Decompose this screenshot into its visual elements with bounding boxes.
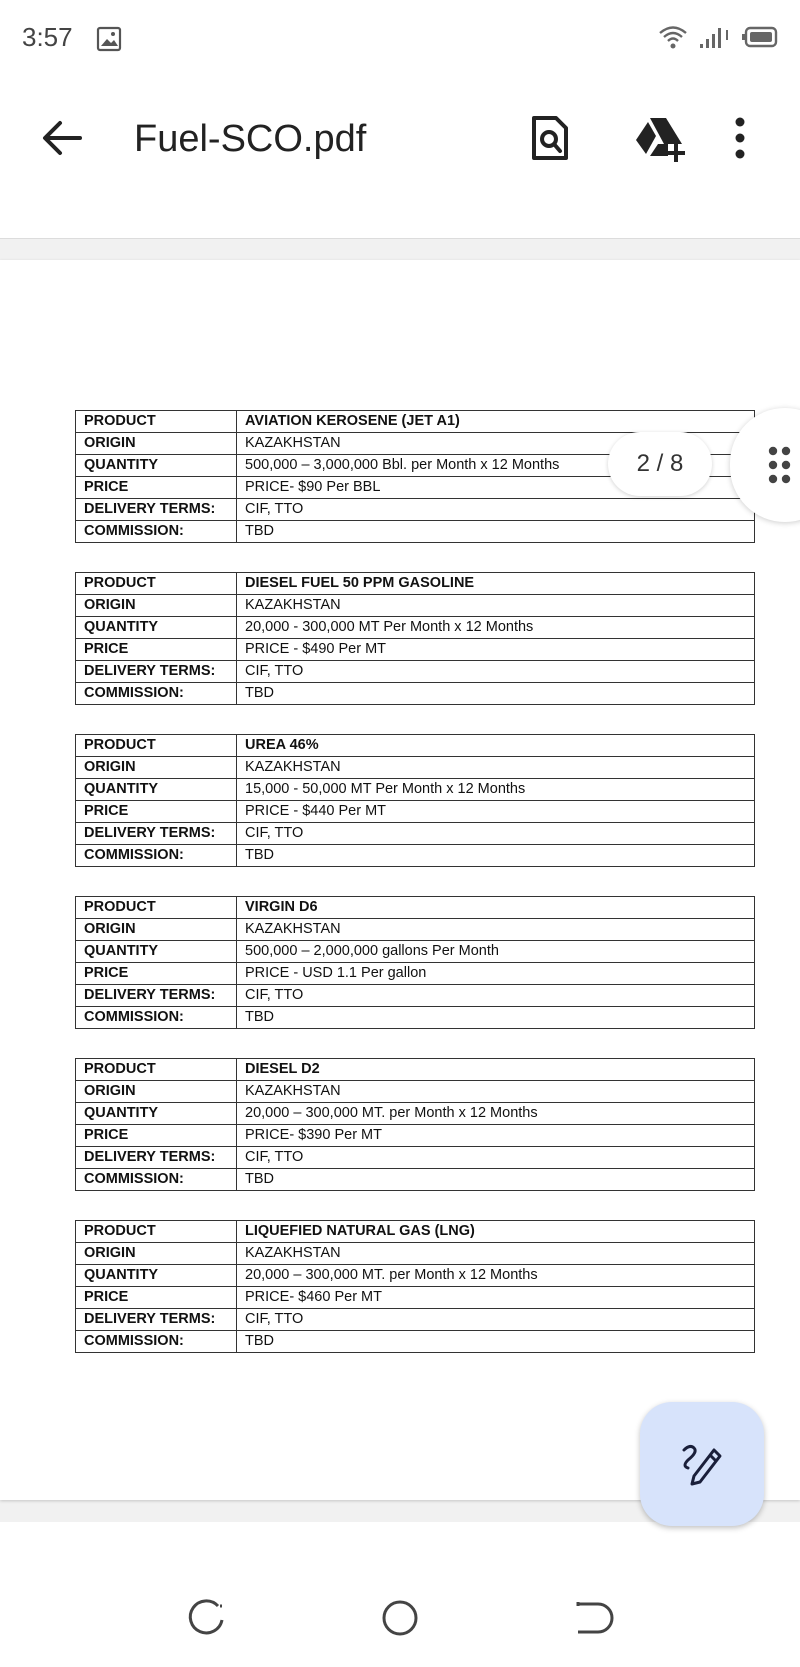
table-row [76,1221,755,1243]
product-table [75,734,755,867]
table-row [76,639,755,661]
row-label: PRODUCT [76,735,237,757]
more-options-icon[interactable] [728,114,752,162]
table-row [76,963,755,985]
row-value: 20,000 – 300,000 MT. per Month x 12 Months [237,1265,755,1287]
table-row [76,1169,755,1191]
table-row [76,1287,755,1309]
row-value: 500,000 – 3,000,000 Bbl. per Month x 12 Months [237,455,755,477]
row-value: LIQUEFIED NATURAL GAS (LNG) [237,1221,755,1243]
row-label: QUANTITY [76,1103,237,1125]
row-label: QUANTITY [76,941,237,963]
row-value: PRICE- $460 Per MT [237,1287,755,1309]
product-table [75,1220,755,1353]
table-row [76,1147,755,1169]
annotate-button[interactable] [640,1402,764,1526]
row-value: VIRGIN D6 [237,897,755,919]
row-label: DELIVERY TERMS: [76,1147,237,1169]
row-label: PRICE [76,1287,237,1309]
table-row [76,1125,755,1147]
row-label: PRODUCT [76,573,237,595]
row-label: PRODUCT [76,1059,237,1081]
drag-handle-icon [768,446,800,489]
status-time: 3:57 [22,22,73,52]
row-value: PRICE- $390 Per MT [237,1125,755,1147]
row-label: ORIGIN [76,757,237,779]
row-value: 20,000 – 300,000 MT. per Month x 12 Months [237,1103,755,1125]
table-row [76,411,755,433]
row-label: ORIGIN [76,919,237,941]
row-value: PRICE - $490 Per MT [237,639,755,661]
annotate-pen-icon [680,1442,724,1491]
product-table [75,1058,755,1191]
table-row [76,1059,755,1081]
row-value: PRICE - USD 1.1 Per gallon [237,963,755,985]
table-row [76,499,755,521]
row-value: CIF, TTO [237,823,755,845]
row-label: PRICE [76,963,237,985]
table-row [76,941,755,963]
table-row [76,1309,755,1331]
product-table [75,572,755,705]
row-value: TBD [237,1007,755,1029]
row-value: CIF, TTO [237,985,755,1007]
row-label: QUANTITY [76,617,237,639]
table-row [76,757,755,779]
table-row [76,1007,755,1029]
row-label: PRICE [76,1125,237,1147]
row-value: KAZAKHSTAN [237,1081,755,1103]
back-icon[interactable] [572,1594,620,1642]
table-row [76,801,755,823]
row-label: DELIVERY TERMS: [76,1309,237,1331]
row-label: COMMISSION: [76,1169,237,1191]
signal-icon [698,24,732,55]
table-row [76,1265,755,1287]
row-label: ORIGIN [76,433,237,455]
row-label: ORIGIN [76,595,237,617]
document-title: Fuel-SCO.pdf [134,118,367,160]
row-label: PRODUCT [76,1221,237,1243]
row-label: COMMISSION: [76,683,237,705]
table-row [76,919,755,941]
table-row [76,779,755,801]
row-label: COMMISSION: [76,1007,237,1029]
find-in-document-icon[interactable] [526,114,574,162]
back-arrow-icon[interactable] [40,116,84,160]
row-value: KAZAKHSTAN [237,757,755,779]
row-value: KAZAKHSTAN [237,433,755,455]
row-label: PRICE [76,639,237,661]
row-value: PRICE - $440 Per MT [237,801,755,823]
row-value: UREA 46% [237,735,755,757]
table-row [76,823,755,845]
row-label: PRODUCT [76,411,237,433]
table-row [76,897,755,919]
row-value: CIF, TTO [237,661,755,683]
row-value: KAZAKHSTAN [237,1243,755,1265]
row-label: QUANTITY [76,455,237,477]
row-label: DELIVERY TERMS: [76,985,237,1007]
row-value: TBD [237,1331,755,1353]
row-label: PRICE [76,801,237,823]
row-label: ORIGIN [76,1243,237,1265]
row-label: PRODUCT [76,897,237,919]
row-value: TBD [237,521,755,543]
row-value: KAZAKHSTAN [237,919,755,941]
row-value: AVIATION KEROSENE (JET A1) [237,411,755,433]
add-to-drive-icon[interactable] [632,114,688,162]
table-row [76,1331,755,1353]
row-value: DIESEL FUEL 50 PPM GASOLINE [237,573,755,595]
row-label: DELIVERY TERMS: [76,823,237,845]
app-bar [0,80,800,207]
row-value: 500,000 – 2,000,000 gallons Per Month [237,941,755,963]
row-label: COMMISSION: [76,521,237,543]
row-label: PRICE [76,477,237,499]
row-value: 15,000 - 50,000 MT Per Month x 12 Months [237,779,755,801]
table-row [76,521,755,543]
table-row [76,1081,755,1103]
row-value: KAZAKHSTAN [237,595,755,617]
table-row [76,683,755,705]
row-label: QUANTITY [76,779,237,801]
table-row [76,1103,755,1125]
status-bar [0,0,800,80]
battery-icon [742,24,780,55]
table-row [76,661,755,683]
table-row [76,595,755,617]
row-value: TBD [237,683,755,705]
row-value: TBD [237,845,755,867]
product-table [75,896,755,1029]
row-value: CIF, TTO [237,499,755,521]
row-label: COMMISSION: [76,1331,237,1353]
table-row [76,1243,755,1265]
wifi-icon [658,24,688,55]
row-label: DELIVERY TERMS: [76,661,237,683]
row-label: COMMISSION: [76,845,237,867]
image-icon [96,26,122,57]
row-value: 20,000 - 300,000 MT Per Month x 12 Months [237,617,755,639]
row-value: TBD [237,1169,755,1191]
table-row [76,735,755,757]
row-value: DIESEL D2 [237,1059,755,1081]
table-row [76,985,755,1007]
recent-apps-icon[interactable] [182,1594,230,1642]
table-row [76,573,755,595]
row-label: QUANTITY [76,1265,237,1287]
row-label: DELIVERY TERMS: [76,499,237,521]
row-value: PRICE- $90 Per BBL [237,477,755,499]
row-value: CIF, TTO [237,1147,755,1169]
row-label: ORIGIN [76,1081,237,1103]
table-row [76,845,755,867]
table-row [76,617,755,639]
page-indicator: 2 / 8 [608,432,712,496]
next-page-edge [0,1522,800,1550]
row-value: CIF, TTO [237,1309,755,1331]
previous-page-edge [0,206,800,239]
home-icon[interactable] [376,1594,424,1642]
